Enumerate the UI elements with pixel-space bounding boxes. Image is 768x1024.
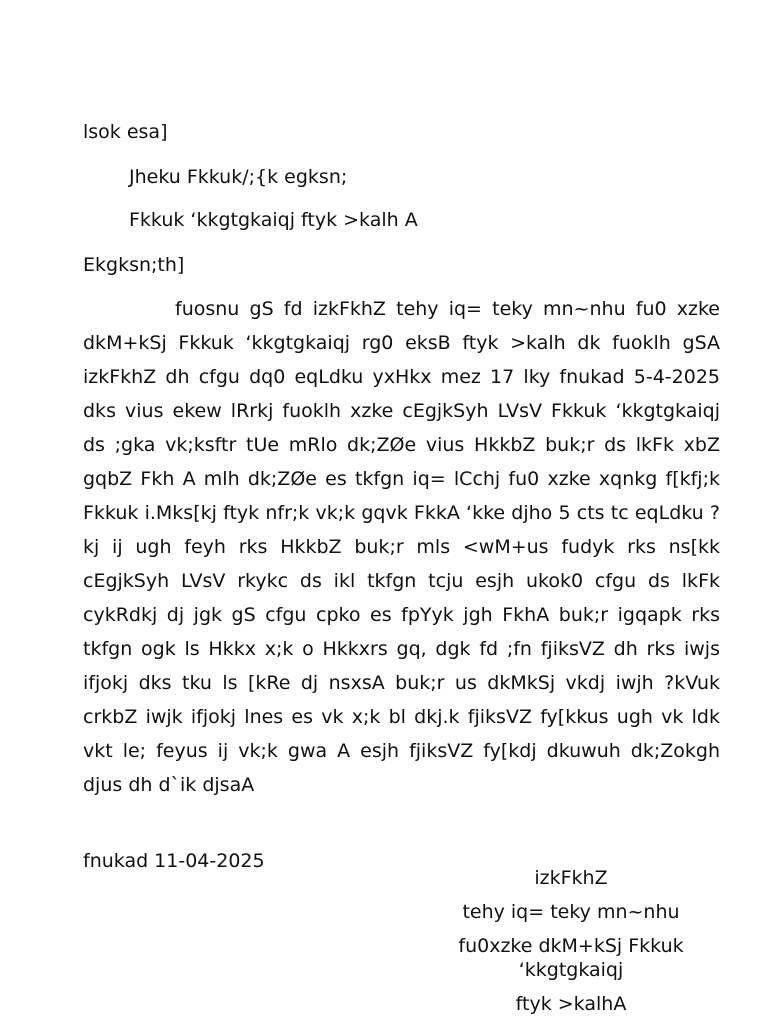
- signature-address: fu0xzke dkM+kSj Fkkuk ‘kkgtgkaiqj: [458, 935, 684, 981]
- date-line: fnukad 11-04-2025: [83, 850, 265, 872]
- greeting-line: Ekgksn;th]: [83, 254, 185, 276]
- signature-block: [440, 866, 702, 1016]
- recipient-office: Fkkuk ‘kkgtgkaiqj ftyk >kalh A: [129, 209, 418, 231]
- signature-name: tehy iq= teky mn~nhu: [462, 901, 680, 923]
- letter-body: fuosnu gS fd izkFkhZ tehy iq= teky mn~nhu fu0 xzke dkM+kSj Fkkuk ‘kkgtgkaiqj rg0 eksB ftyk >kalh dk fuoklh gSA izkFkhZ dh cfgu dq0 eqLdku yxHkx mez 17 lky fnukad 5-4-2025 dks vius ekew lRrkj fuoklh xzke cEgjkSyh LVsV Fkkuk ‘kkgtgkaiqj ds ;gka vk;ksftr tUe mRlo dk;ZØe vius HkkbZ buk;r ds lkFk xbZ gqbZ Fkh A mlh dk;ZØe es tkfgn iq= lCchj fu0 xzke xqnkg f[kfj;k Fkkuk i.Mks[kj ftyk nfr;k vk;k gqvk FkkA ‘kke djho 5 cts tc eqLdku ?kj ij ugh feyh rks HkkbZ buk;r mls <wM+us fudyk rks ns[kk cEgjkSyh LVsV rkykc ds ikl tkfgn tcju esjh ukok0 cfgu ds lkFk cykRdkj dj jgk gS cfgu cpko es fpYyk jgh FkhA buk;r igqapk rks tkfgn ogk ls Hkkx x;k o Hkkxrs gq, dgk fd ;fn fjiksVZ dh rks iwjs ifjokj dks tku ls [kRe dj nsxsA buk;r us dkMkSj vkdj iwjh ?kVuk crkbZ iwjk ifjokj lnes es vk x;k bl dkj.k fjiksVZ fy[kkus ugh vk ldk vkt le; feyus ij vk;k gwa A esjh fjiksVZ fy[kdj dkuwuh dk;Zokgh djus dh d`ik djsaA: [83, 298, 720, 796]
- signature-district: ftyk >kalhA: [515, 993, 627, 1015]
- signature-title: izkFkhZ: [534, 867, 608, 889]
- salutation-line: lsok esa]: [83, 121, 168, 143]
- recipient-name: Jheku Fkkuk/;{k egksn;: [129, 166, 348, 188]
